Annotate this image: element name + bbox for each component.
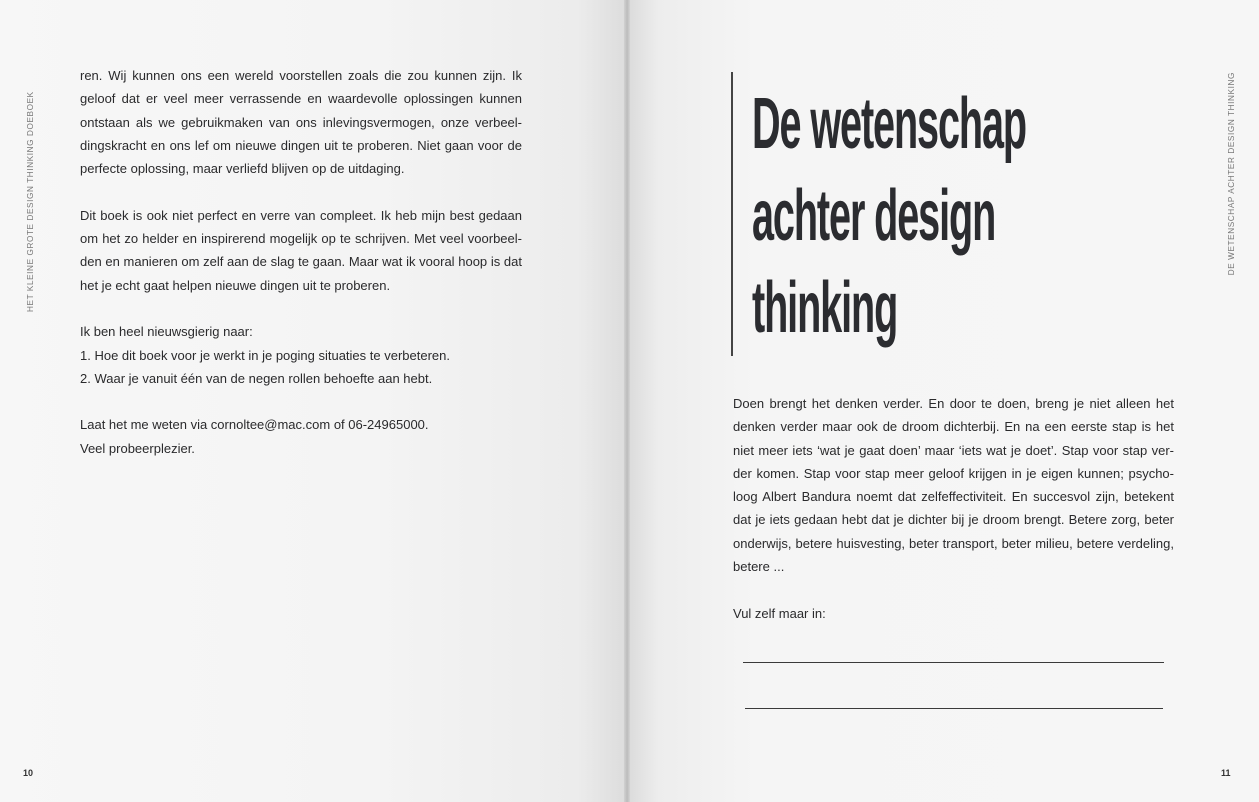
left-paragraph-1: ren. Wij kunnen ons een wereld voorstellen zoals die zou kunnen zijn. Ik geloof dat er veel meer verrassende en waardevolle oplossingen kunnen ontstaan als we gebruikmaken van ons inlevingsvermogen, onze verbeel-dingskracht en ons lef om nieuwe dingen uit te proberen. Niet gaan voor de perfecte oplossing, maar verliefd blijven op de uitdaging. (80, 68, 522, 177)
right-body-text (733, 392, 1174, 648)
list-item-1: 1. Hoe dit boek voor je werkt in je poging situaties te verbeteren. (80, 347, 450, 363)
left-page (0, 0, 627, 802)
chapter-title-line-3: thinking (752, 268, 898, 348)
right-running-head-text: DE WETENSCHAP ACHTER DESIGN THINKING (1227, 72, 1236, 276)
spine-shadow (624, 0, 630, 802)
left-running-head (22, 72, 36, 312)
contact-line: Laat het me weten via cornoltee@mac.com of 06-24965000. (80, 417, 429, 433)
list-item-2: 2. Waar je vanuit één van de negen rollen behoefte aan hebt. (80, 370, 433, 386)
left-page-number: 10 (23, 768, 34, 778)
left-running-head-text: HET KLEINE GROTE DESIGN THINKING DOEBOEK (26, 91, 35, 312)
heading-rule (731, 72, 733, 356)
closing-line: Veel probeerplezier. (80, 440, 195, 456)
right-page-number: 11 (1221, 768, 1231, 778)
chapter-title-line-1: De wetenschap (752, 84, 1027, 164)
chapter-title-line-2: achter design (752, 176, 996, 256)
left-paragraph-2: Dit boek is ook niet perfect en verre van compleet. Ik heb mijn best gedaan om het zo helder en inspirerend mogelijk op te schrijven. Met veel voorbeel-den en manieren om zelf aan de slag te gaan. Maar wat ik vooral hoop is dat het je echt gaat helpen nieuwe dingen uit te proberen. (80, 207, 522, 293)
right-running-head (1224, 72, 1238, 302)
answer-line-1[interactable] (743, 662, 1164, 663)
chapter-title (752, 78, 1026, 354)
contact-block (80, 413, 522, 460)
right-paragraph: Doen brengt het denken verder. En door te doen, breng je niet alleen het denken verder maar ook de droom dichterbij. En na een eerste stap is het niet meer iets ‘wat je gaat doen’ maar ‘iets wat je doet’. Stap voor stap ver-der komen. Stap voor stap meer geloof krijgen in je eigen kunnen; psycho-loog Albert Bandura noemt dat zelfeffectiviteit. En succesvol zijn, betekent dat je iets gedaan hebt dat je dichter bij je droom brengt. Betere zorg, beter onderwijs, betere huisvesting, beter transport, beter milieu, betere verdeling, betere ... (733, 396, 1174, 575)
left-body-text (80, 64, 522, 483)
curiosity-list (80, 320, 522, 390)
fill-in-prompt: Vul zelf maar in: (733, 605, 826, 621)
answer-line-2[interactable] (745, 708, 1163, 709)
list-intro: Ik ben heel nieuwsgierig naar: (80, 324, 253, 340)
